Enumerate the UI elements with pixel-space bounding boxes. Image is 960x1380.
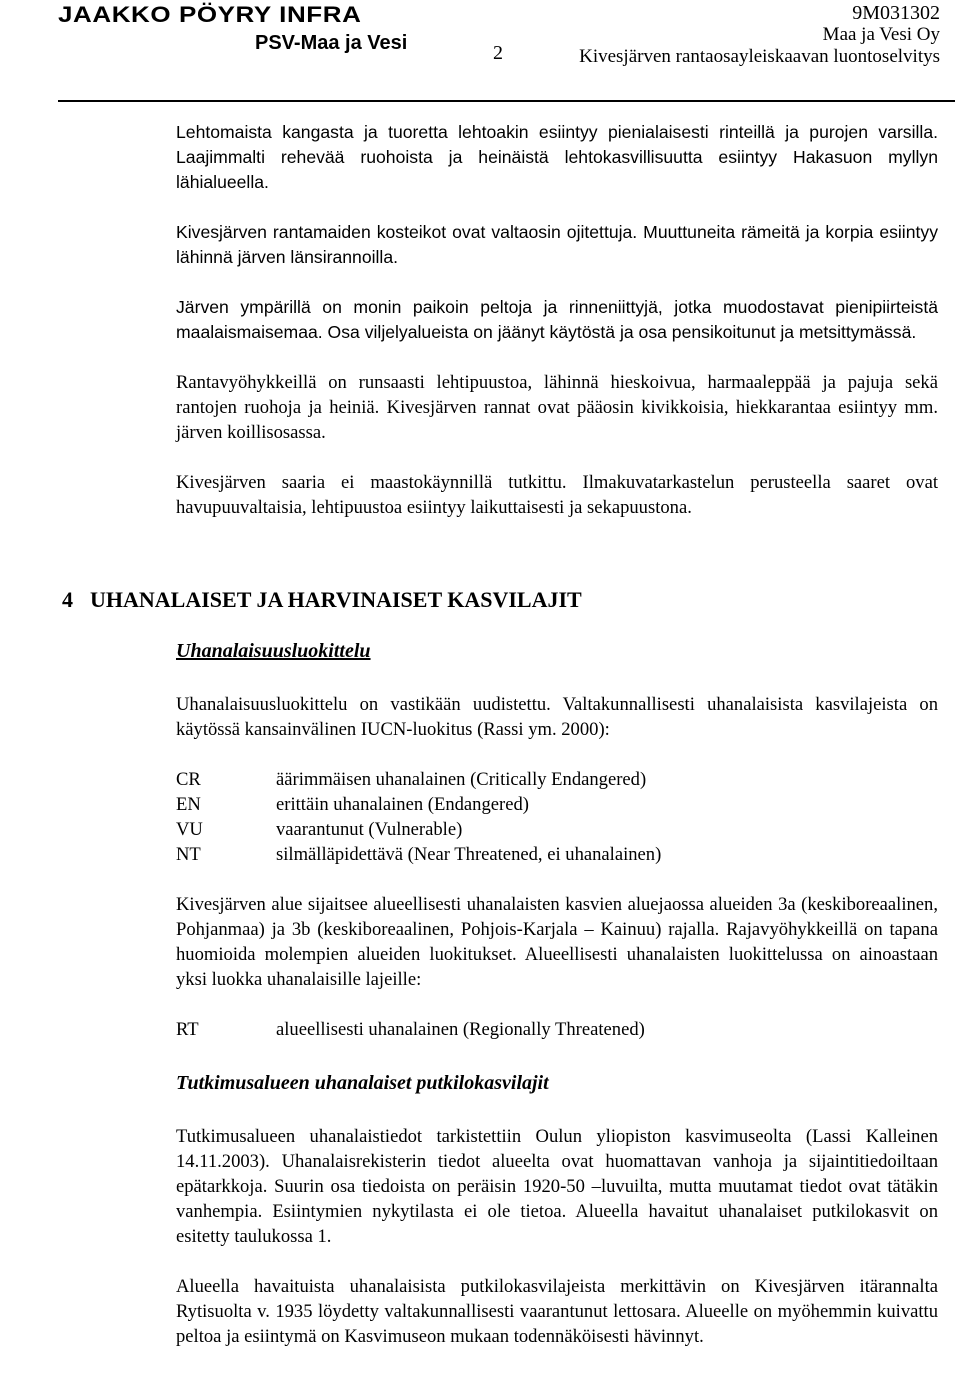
iucn-category-list (176, 767, 938, 867)
page-number: 2 (493, 42, 503, 64)
category-description: vaarantunut (Vulnerable) (276, 819, 463, 840)
paragraph-lettosara: Alueella havaituista uhanalaisista putkilokasvilajeista merkittävin on Kivesjärven itärannalta Rytisuolta v. 1935 löydetty valtakunnallisesti vaarantunut lettosara. Alueelle on myöhemmin kuivattu peltoa ja esiintymä on Kasvimuseon mukaan todennäköisesti hävinnyt. (176, 1276, 938, 1347)
list-item (176, 842, 938, 867)
category-code: NT (176, 844, 201, 865)
company-logo: JAAKKO PÖYRY INFRA (58, 2, 362, 27)
paragraph-iucn-intro: Uhanalaisuusluokittelu on vastikään uudistettu. Valtakunnallisesti uhanalaisista kasvilajeista on käytössä kansainvälinen IUCN-luokitus (Rassi ym. 2000): (176, 694, 938, 740)
list-item (176, 767, 938, 792)
section-heading (62, 586, 942, 614)
category-description: erittäin uhanalainen (Endangered) (276, 794, 529, 815)
paragraph-regional-classification: Kivesjärven alue sijaitsee alueellisesti uhanalaisten kasvien aluejaossa alueiden 3a (keskiboreaalinen, Pohjanmaa) ja 3b (keskiboreaalinen, Pohjois-Karjala – Kainuu) rajalla. Rajavyöhykkeillä on tapana huomioida molempien alueiden luokitukset. Alueellisesti uhanalaisten luokittelussa on ainoastaan yksi luokka uhanalaisille lajeille: (176, 894, 938, 990)
category-description: silmälläpidettävä (Near Threatened, ei uhanalainen) (276, 844, 662, 865)
company-name: Maa ja Vesi Oy (822, 24, 940, 45)
category-code: VU (176, 819, 203, 840)
subheading-uhanalaisuusluokittelu: Uhanalaisuusluokittelu (176, 640, 371, 662)
document-code: 9M031302 (852, 2, 940, 24)
paragraph-saaret: Kivesjärven saaria ei maastokäynnillä tutkittu. Ilmakuvatarkastelun perusteella saaret ovat havupuuvaltaisia, lehtipuustoa esiintyy laikuttaisesti ja sekapuustona. (176, 472, 938, 518)
paragraph-rantavyohykkeet: Rantavyöhykkeillä on runsaasti lehtipuustoa, lähinnä hieskoivua, harmaaleppää ja pajuja sekä rantojen ruohoja ja heiniä. Kivesjärven rannat ovat pääosin kivikkoisia, hiekkarantaa esiintyy mm. järven koillisosassa. (176, 372, 938, 443)
page-header (0, 0, 960, 110)
section-number: 4 (62, 587, 73, 612)
category-code: EN (176, 794, 201, 815)
header-divider (58, 100, 955, 102)
list-item (176, 817, 938, 842)
report-title: Kivesjärven rantaosayleiskaavan luontoselvitys (579, 46, 940, 67)
body-top (176, 120, 938, 520)
category-code: RT (176, 1019, 199, 1040)
paragraph-lehto: Lehtomaista kangasta ja tuoretta lehtoakin esiintyy pienialaisesti rinteillä ja purojen varsilla. Laajimmalti rehevää ruohoista ja heinäistä lehtokasvillisuutta esiintyy Hakasuon myllyn lähialueella. (176, 122, 938, 192)
category-code: CR (176, 769, 201, 790)
paragraph-uhanalaistiedot: Tutkimusalueen uhanalaistiedot tarkistettiin Oulun yliopiston kasvimuseolta (Lassi Kalleinen 14.11.2003). Uhanalaisrekisterin tiedot alueelta ovat huomattavan vanhoja ja sijaintitiedoiltaan epätarkkoja. Suurin osa tiedoista on peräisin 1920-50 –luvuilta, mutta muutamat tiedot ovat tätäkin vanhempia. Esiintymien nykytilasta ei ole tietoa. Alueella havaitut uhanalaiset putkilokasvit on esitetty taulukossa 1. (176, 1126, 938, 1247)
category-description: alueellisesti uhanalainen (Regionally Threatened) (276, 1019, 645, 1040)
category-description: äärimmäisen uhanalainen (Critically Endangered) (276, 769, 647, 790)
subheading-putkilokasvilajit: Tutkimusalueen uhanalaiset putkilokasvilajit (176, 1072, 549, 1094)
regional-category (176, 1017, 938, 1042)
body-classification (176, 638, 938, 1349)
company-logo-subtitle: PSV-Maa ja Vesi (255, 32, 408, 54)
paragraph-kosteikot: Kivesjärven rantamaiden kosteikot ovat valtaosin ojitettuja. Muuttuneita rämeitä ja korpia esiintyy lähinnä järven länsirannoilla. (176, 222, 938, 267)
section-title: UHANALAISET JA HARVINAISET KASVILAJIT (90, 587, 582, 612)
list-item (176, 792, 938, 817)
paragraph-pellot: Järven ympärillä on monin paikoin peltoja ja rinneniittyjä, jotka muodostavat pienipiirteistä maalaismaisemaa. Osa viljelyalueista on jäänyt käytöstä ja osa pensikoitunut ja metsittymässä. (176, 297, 938, 342)
